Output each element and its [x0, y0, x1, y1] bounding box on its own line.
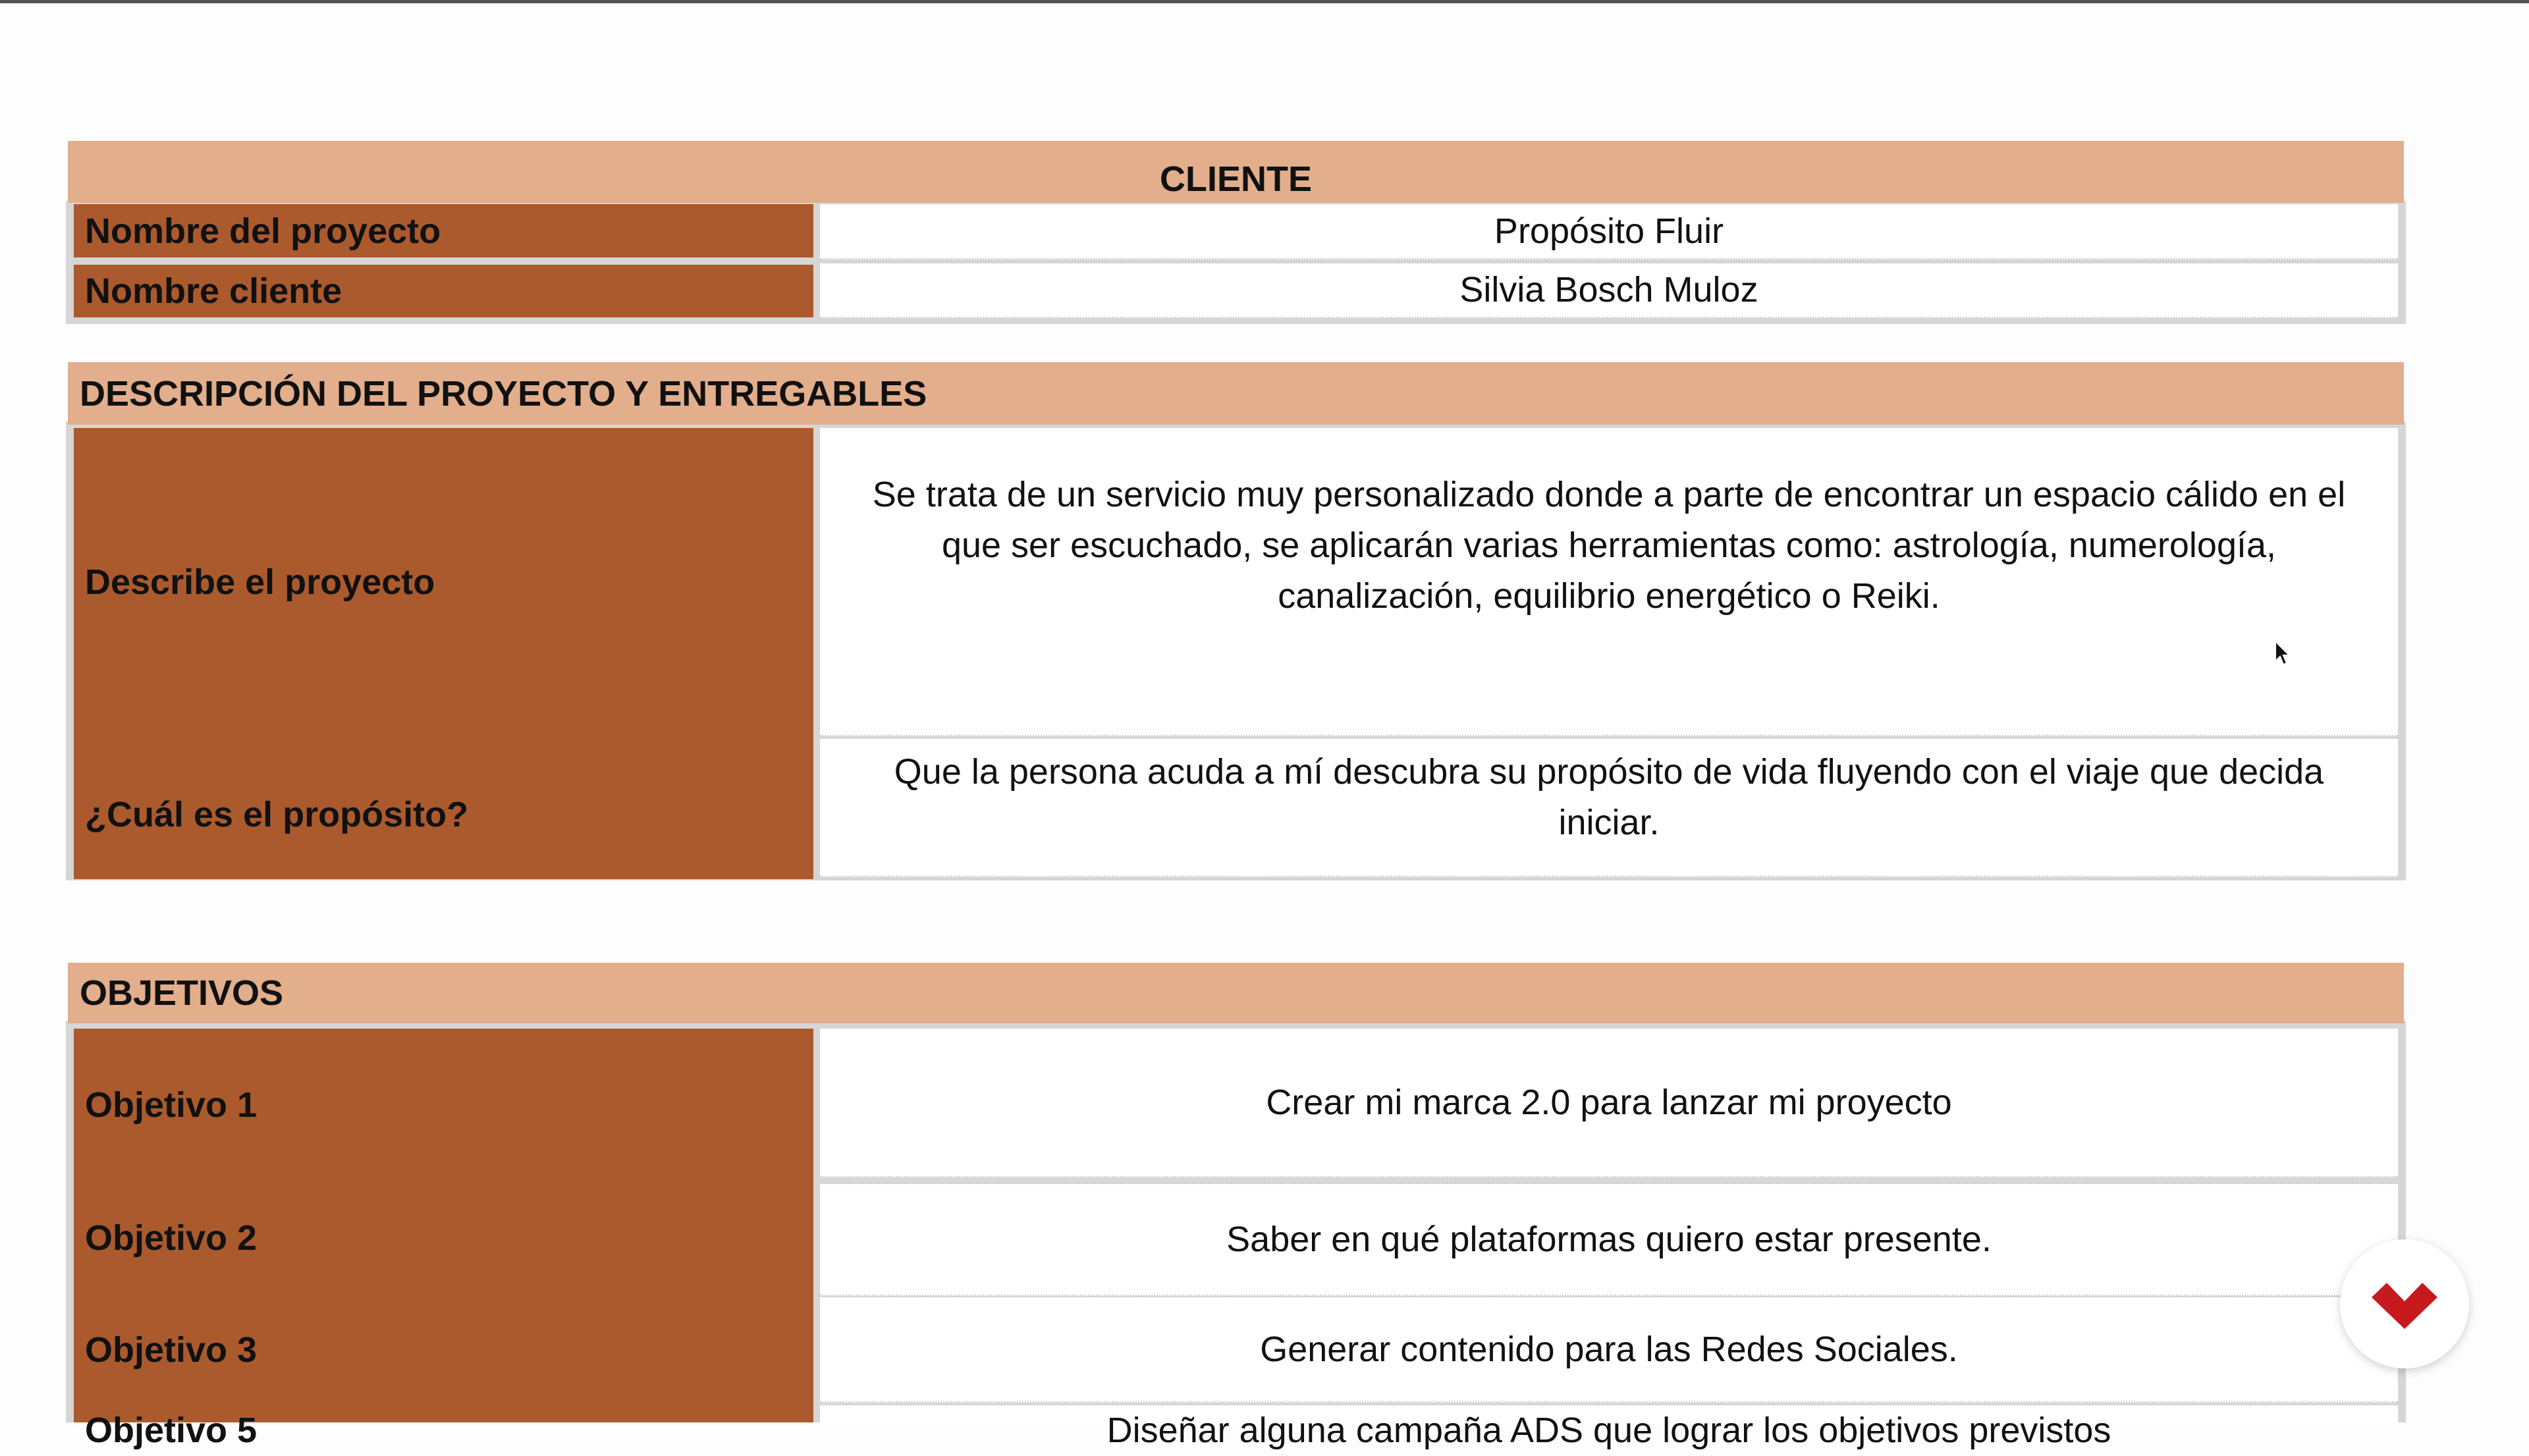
value-objetivo-3[interactable]	[820, 1297, 2398, 1403]
value-proposito[interactable]	[820, 739, 2398, 877]
value-nombre-cliente[interactable]	[820, 263, 2398, 318]
label-text: Nombre del proyecto	[85, 211, 441, 251]
value-text: Silvia Bosch Muloz	[1459, 270, 1758, 310]
label-describe-proyecto[interactable]	[74, 428, 813, 736]
value-objetivo-5[interactable]	[820, 1405, 2398, 1450]
label-text: ¿Cuál es el propósito?	[85, 794, 469, 834]
label-text: Nombre cliente	[85, 271, 342, 311]
label-nombre-proyecto[interactable]	[74, 204, 813, 257]
cursor-arrow-icon	[2274, 640, 2291, 666]
value-text: Propósito Fluir	[1494, 211, 1724, 251]
value-text: Crear mi marca 2.0 para lanzar mi proyecto	[1266, 1082, 1952, 1122]
value-objetivo-2[interactable]	[820, 1184, 2398, 1296]
value-text: Se trata de un servicio muy personalizado donde a parte de encontrar un espacio cálido en el que ser escuchado, se aplicarán varias herramientas como: astrología, numerología, canalización, equilibrio energético o Reiki.	[872, 474, 2346, 616]
brand-logo-badge[interactable]	[2340, 1239, 2469, 1368]
label-objetivo-2[interactable]	[74, 1185, 813, 1291]
descripcion-header-text: DESCRIPCIÓN DEL PROYECTO Y ENTREGABLES	[80, 373, 927, 414]
value-text: Diseñar alguna campaña ADS que lograr los objetivos previstos	[1106, 1411, 2111, 1450]
label-text: Describe el proyecto	[85, 562, 435, 602]
label-proposito[interactable]	[74, 736, 813, 879]
cliente-header-text: CLIENTE	[1159, 159, 1312, 199]
label-text: Objetivo 1	[85, 1085, 258, 1125]
objetivos-header-text: OBJETIVOS	[80, 973, 284, 1013]
brand-logo-icon	[2368, 1278, 2441, 1330]
value-text: Generar contenido para las Redes Sociales.	[1260, 1329, 1958, 1369]
cliente-header	[68, 141, 2404, 203]
label-objetivo-5[interactable]	[74, 1405, 813, 1450]
value-nombre-proyecto[interactable]	[820, 204, 2398, 259]
label-text: Objetivo 3	[85, 1330, 258, 1370]
value-describe-proyecto[interactable]	[820, 428, 2398, 736]
label-nombre-cliente[interactable]	[74, 265, 813, 317]
label-text: Objetivo 2	[85, 1218, 258, 1258]
label-objetivo-1[interactable]	[74, 1047, 813, 1162]
label-objetivo-3[interactable]	[74, 1297, 813, 1403]
objetivos-header	[68, 963, 2404, 1023]
label-text: Objetivo 5	[85, 1411, 258, 1450]
descripcion-header	[68, 362, 2404, 425]
value-text: Saber en qué plataformas quiero estar presente.	[1226, 1219, 1992, 1259]
value-text: Que la persona acuda a mí descubra su propósito de vida fluyendo con el viaje que decida iniciar.	[894, 752, 2324, 842]
value-objetivo-1[interactable]	[820, 1029, 2398, 1177]
